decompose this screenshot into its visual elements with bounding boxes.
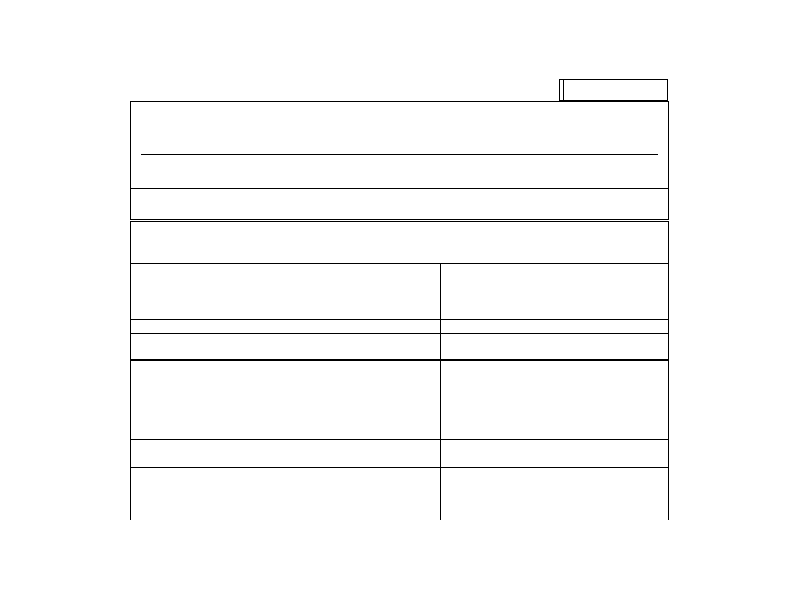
table-column-separator: [440, 263, 441, 520]
documents-table: [130, 221, 669, 520]
table-rule-row3-bottom: [130, 467, 669, 468]
table-rule-row2-bottom: [130, 439, 669, 440]
basis-block: [130, 188, 669, 220]
table-rule-numbers-bottom: [130, 333, 669, 334]
table-rule-header-bottom: [130, 319, 669, 320]
table-rule-header-top: [130, 263, 669, 264]
sheet-number-box: [559, 79, 668, 101]
card-object-name-line: [141, 154, 658, 155]
sheet-box-inner-line: [563, 80, 564, 100]
card-title-block: [130, 101, 669, 189]
table-rule-row1-bottom: [130, 359, 669, 361]
